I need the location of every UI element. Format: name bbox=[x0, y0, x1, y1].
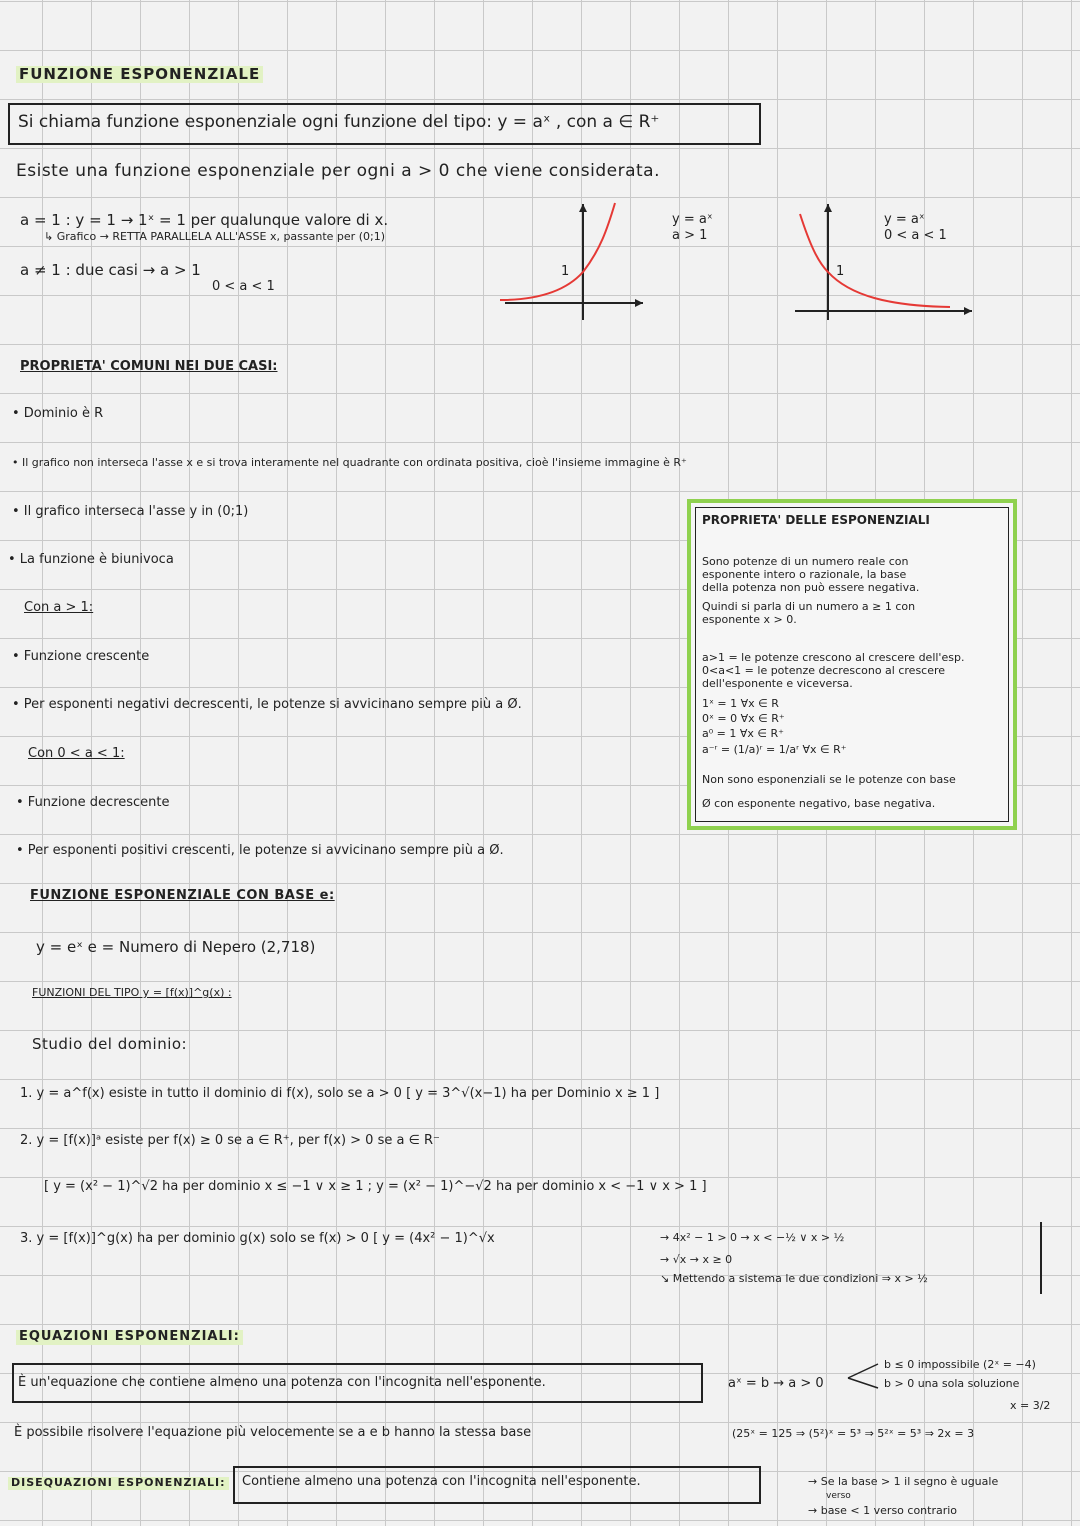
graph-growth-y-arrow bbox=[579, 204, 587, 212]
properties-box-title: PROPRIETA' DELLE ESPONENZIALI bbox=[702, 513, 930, 527]
equations-case-one-solution: b > 0 una sola soluzione bbox=[884, 1377, 1020, 1390]
graph-decay-point-label: 1 bbox=[836, 264, 845, 279]
decay-heading: Con 0 < a < 1: bbox=[28, 746, 125, 761]
graph-decay-y-arrow bbox=[824, 204, 832, 212]
domain-rule-2-example: [ y = (x² − 1)^√2 ha per dominio x ≤ −1 ∨ x ≥ 1 ; y = (x² − 1)^−√2 ha per dominio x < −1 ∨ x > 1 ] bbox=[44, 1179, 707, 1194]
bracket-line bbox=[1040, 1222, 1042, 1294]
equations-case-impossible: b ≤ 0 impossibile (2ˣ = −4) bbox=[884, 1358, 1036, 1371]
equations-rule: aˣ = b → a > 0 bbox=[728, 1376, 824, 1391]
case-a1-line4: 0 < a < 1 bbox=[212, 279, 275, 294]
properties-box-line: Sono potenze di un numero reale con bbox=[702, 555, 909, 568]
inequalities-note-same: → Se la base > 1 il segno è uguale bbox=[808, 1475, 999, 1488]
case-a1-line3: a ≠ 1 : due casi → a > 1 bbox=[20, 261, 201, 279]
graph-growth-curve bbox=[500, 203, 615, 300]
properties-box-line: a⁻ʳ = (1/a)ʳ = 1/aʳ ∀x ∈ R⁺ bbox=[702, 743, 847, 756]
domain-rule-3-cond-2: → √x → x ≥ 0 bbox=[660, 1253, 733, 1266]
graph-decay bbox=[790, 200, 975, 322]
properties-box-line: della potenza non può essere negativa. bbox=[702, 581, 920, 594]
properties-box-line: a⁰ = 1 ∀x ∈ R⁺ bbox=[702, 727, 784, 740]
equations-definition: È un'equazione che contiene almeno una potenza con l'incognita nell'esponente. bbox=[18, 1375, 546, 1390]
equations-example: (25ˣ = 125 ⇒ (5²)ˣ = 5³ ⇒ 5²ˣ = 5³ ⇒ 2x = 3 bbox=[732, 1427, 975, 1440]
fg-type-heading: FUNZIONI DEL TIPO y = [f(x)]^g(x) : bbox=[32, 986, 232, 999]
exponential-properties-inner bbox=[695, 507, 1009, 822]
equations-heading: EQUAZIONI ESPONENZIALI: bbox=[16, 1330, 243, 1345]
graph-growth bbox=[495, 200, 645, 322]
domain-rule-3: 3. y = [f(x)]^g(x) ha per dominio g(x) solo se f(x) > 0 [ y = (4x² − 1)^√x bbox=[20, 1231, 495, 1246]
equations-solution: x = 3/2 bbox=[1010, 1399, 1051, 1412]
domain-rule-1: 1. y = a^f(x) esiste in tutto il dominio di f(x), solo se a > 0 [ y = 3^√(x−1) ha per Dominio x ≥ 1 ] bbox=[20, 1086, 660, 1101]
graph-decay-x-arrow bbox=[964, 307, 972, 315]
growth-item-negative-exponents: • Per esponenti negativi decrescenti, le potenze si avvicinano sempre più a Ø. bbox=[12, 697, 522, 712]
common-properties-heading: PROPRIETA' COMUNI NEI DUE CASI: bbox=[20, 359, 278, 374]
base-e-formula: y = eˣ e = Numero di Nepero (2,718) bbox=[36, 938, 316, 956]
common-item-x-axis: • Il grafico non interseca l'asse x e si trova interamente nel quadrante con ordinata positiva, cioè l'insieme immagine è R⁺ bbox=[12, 456, 687, 469]
base-e-heading: FUNZIONE ESPONENZIALE CON BASE e: bbox=[30, 888, 335, 903]
domain-rule-3-conclusion: ↘ Mettendo a sistema le due condizioni ⇒ x > ½ bbox=[660, 1272, 928, 1285]
common-item-bijective: • La funzione è biunivoca bbox=[8, 552, 174, 567]
graph-growth-condition: a > 1 bbox=[672, 228, 708, 243]
graph-growth-label: y = aˣ bbox=[672, 212, 713, 227]
properties-box-line: Quindi si parla di un numero a ≥ 1 con bbox=[702, 600, 916, 613]
exponential-properties-box bbox=[687, 499, 1017, 830]
domain-rule-3-cond-1: → 4x² − 1 > 0 → x < −½ ∨ x > ½ bbox=[660, 1231, 845, 1244]
inequalities-note-opposite: → base < 1 verso contrario bbox=[808, 1504, 958, 1517]
graph-growth-point-label: 1 bbox=[561, 264, 570, 279]
properties-box-line: 1ˣ = 1 ∀x ∈ R bbox=[702, 697, 779, 710]
equations-same-base-note: È possibile risolvere l'equazione più velocemente se a e b hanno la stessa base bbox=[14, 1425, 532, 1440]
growth-heading: Con a > 1: bbox=[24, 600, 94, 615]
case-a1-line1: a = 1 : y = 1 → 1ˣ = 1 per qualunque valore di x. bbox=[20, 211, 389, 229]
growth-item-increasing: • Funzione crescente bbox=[12, 649, 150, 664]
properties-box-line: dell'esponente e viceversa. bbox=[702, 677, 853, 690]
graph-decay-label: y = aˣ bbox=[884, 212, 925, 227]
case-a1-line2: ↳ Grafico → RETTA PARALLELA ALL'ASSE x, passante per (0;1) bbox=[44, 230, 385, 243]
inequalities-note-verse: verso bbox=[826, 1491, 851, 1501]
properties-box-line: Ø con esponente negativo, base negativa. bbox=[702, 797, 936, 810]
properties-box-line: 0<a<1 = le potenze decrescono al crescere bbox=[702, 664, 946, 677]
equations-branch bbox=[846, 1358, 882, 1394]
common-item-domain: • Dominio è R bbox=[12, 406, 104, 421]
definition-text: Si chiama funzione esponenziale ogni funzione del tipo: y = aˣ , con a ∈ R⁺ bbox=[18, 112, 660, 132]
properties-box-line: Non sono esponenziali se le potenze con base bbox=[702, 773, 956, 786]
graph-decay-condition: 0 < a < 1 bbox=[884, 228, 947, 243]
existence-text: Esiste una funzione esponenziale per ogni a > 0 che viene considerata. bbox=[16, 161, 660, 181]
properties-box-line: esponente x > 0. bbox=[702, 613, 797, 626]
properties-box-line: esponente intero o razionale, la base bbox=[702, 568, 907, 581]
decay-item-decreasing: • Funzione decrescente bbox=[16, 795, 170, 810]
page-title: FUNZIONE ESPONENZIALE bbox=[16, 66, 263, 83]
domain-study-heading: Studio del dominio: bbox=[32, 1035, 188, 1053]
inequalities-definition: Contiene almeno una potenza con l'incognita nell'esponente. bbox=[242, 1474, 641, 1489]
properties-box-line: 0ˣ = 0 ∀x ∈ R⁺ bbox=[702, 712, 785, 725]
decay-item-positive-exponents: • Per esponenti positivi crescenti, le potenze si avvicinano sempre più a Ø. bbox=[16, 843, 504, 858]
domain-rule-2: 2. y = [f(x)]ᵃ esiste per f(x) ≥ 0 se a ∈ R⁺, per f(x) > 0 se a ∈ R⁻ bbox=[20, 1133, 440, 1148]
properties-box-line: a>1 = le potenze crescono al crescere dell'esp. bbox=[702, 651, 965, 664]
common-item-y-axis: • Il grafico interseca l'asse y in (0;1) bbox=[12, 504, 249, 519]
inequalities-heading: DISEQUAZIONI ESPONENZIALI: bbox=[8, 1477, 229, 1490]
graph-growth-x-arrow bbox=[635, 299, 643, 307]
